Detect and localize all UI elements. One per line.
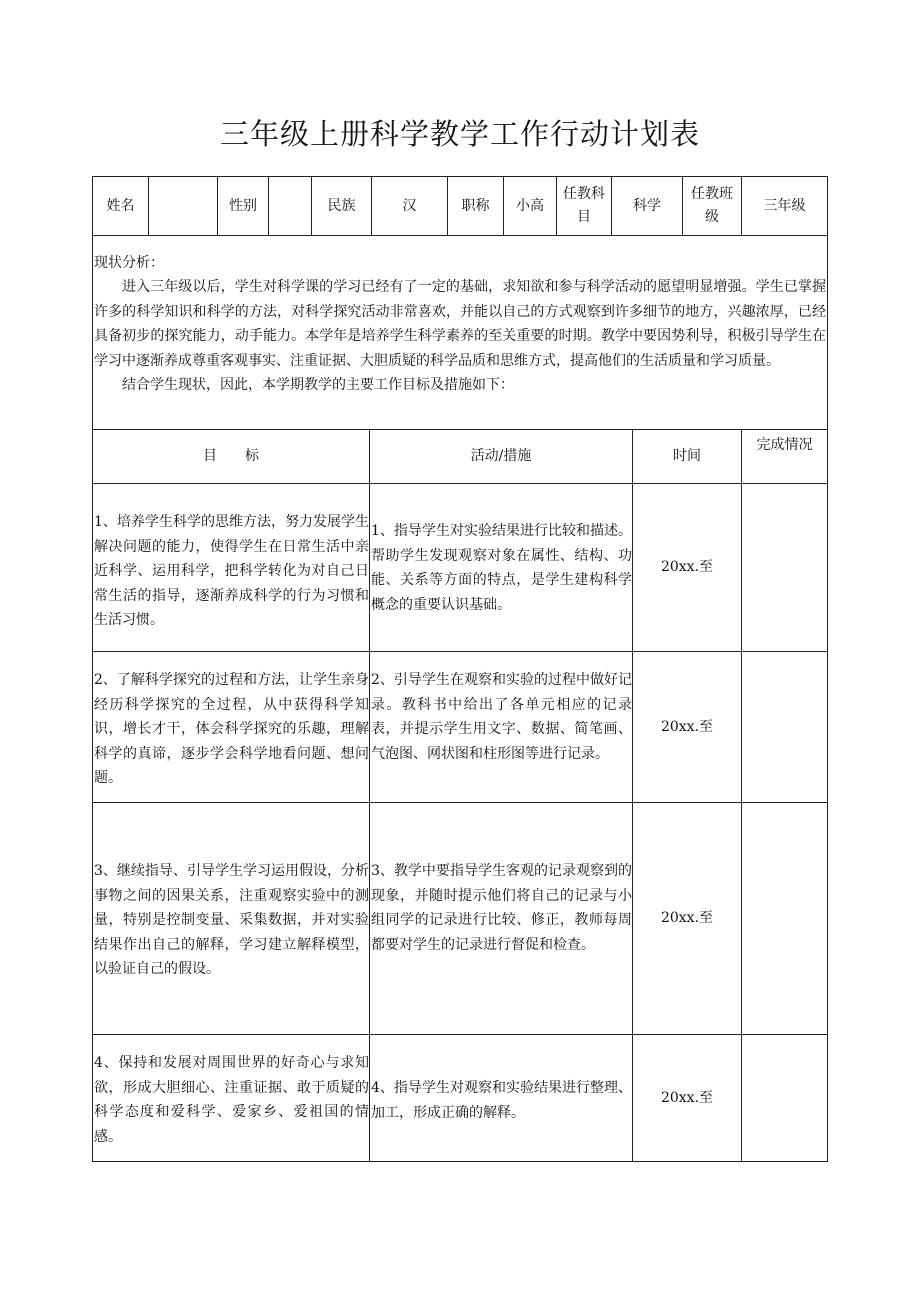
subject-label: 任教科目 (563, 186, 605, 225)
class-label: 任教班级 (691, 186, 733, 225)
status-cell (742, 652, 827, 802)
status-cell (742, 484, 827, 651)
divider (369, 429, 370, 1162)
divider (556, 176, 557, 235)
goal-text: 4、保持和发展对周围世界的好奇心与求知欲，形成大胆细心、注重证据、敢于质疑的科学态度和爱科学、爱家乡、爱祖国的情感。 (94, 1055, 369, 1145)
time-cell: 20xx.至 (660, 718, 714, 735)
class-value: 三年级 (763, 197, 806, 214)
subject-value: 科学 (633, 197, 661, 214)
time-cell: 20xx.至 (660, 559, 714, 575)
time-cell: 20xx.至 (660, 1090, 714, 1106)
status-analysis (94, 251, 826, 397)
activity-text: 3、教学中要指导学生客观的记录观察到的现象，并随时提示他们将自己的记录与小组同学的记录进行比较、修正，教师每周都要对学生的记录进行督促和检查。 (371, 863, 632, 953)
header-goal: 目 标 (203, 448, 259, 464)
analysis-closing: 结合学生现状，因此，本学期教学的主要工作目标及措施如下： (122, 377, 514, 394)
activity-text: 2、引导学生在观察和实验的过程中做好记录。教科书中给出了各单元相应的记录表，并提示学生用文字、数据、简笔画、气泡图、网状图和柱形图等进行记录。 (371, 672, 632, 762)
goal-text: 2、了解科学探究的过程和方法，让学生亲身经历科学探究的全过程，从中获得科学知识，增长才干，体会科学探究的乐趣，理解科学的真谛，逐步学会科学地看问题、想问题。 (94, 672, 369, 786)
header-status: 完成情况 (756, 436, 813, 453)
rank-value: 小高 (516, 197, 544, 214)
ethnicity-value: 汉 (402, 197, 417, 214)
goal-text: 1、培养学生科学的思维方法，努力发展学生解决问题的能力，使得学生在日常生活中亲近科学、运用科学，把科学转化为对自己日常生活的指导，逐渐养成科学的行为习惯和生活习惯。 (94, 514, 369, 628)
rank-label: 职称 (461, 197, 490, 214)
page-title: 三年级上册科学教学工作行动计划表 (219, 117, 700, 151)
gender-label: 性别 (229, 197, 257, 214)
header-time: 时间 (673, 448, 701, 464)
status-cell (742, 1035, 827, 1162)
analysis-heading: 现状分析： (94, 255, 164, 271)
name-value (149, 177, 217, 235)
analysis-body: 进入三年级以后，学生对科学课的学习已经有了一定的基础，求知欲和参与科学活动的愿望明显增强。学生已掌握许多的科学知识和科学的方法，对科学探究活动非常喜欢，并能以自己的方式观察到许多细节的地方，兴趣浓厚，已经具备初步的探究能力，动手能力。本学年是培养学生科学素养的至关重要的时期。教学中要因势利导，积极引导学生在学习中逐渐养成尊重客观事实、注重证据、大胆质疑的科学品质和思维方式，提高他们的生活质量和学习质量。 (94, 279, 826, 369)
activity-text: 4、指导学生对观察和实验结果进行整理、加工，形成正确的解释。 (371, 1080, 632, 1121)
divider (92, 235, 828, 236)
time-cell: 20xx.至 (660, 910, 714, 926)
ethnicity-label: 民族 (327, 197, 356, 214)
header-activity: 活动/措施 (470, 448, 532, 464)
divider (682, 176, 683, 235)
gender-value (269, 177, 311, 235)
name-label: 姓名 (106, 197, 135, 214)
status-cell (742, 803, 827, 1034)
activity-text: 1、指导学生对实验结果进行比较和描述。帮助学生发现观察对象在属性、结构、功能、关系等方面的特点，是学生建构科学概念的重要认识基础。 (371, 523, 632, 613)
goal-text: 3、继续指导、引导学生学习运用假设，分析事物之间的因果关系，注重观察实验中的测量，特别是控制变量、采集数据，并对实验结果作出自己的解释，学习建立解释模型，以验证自己的假设。 (94, 863, 369, 977)
